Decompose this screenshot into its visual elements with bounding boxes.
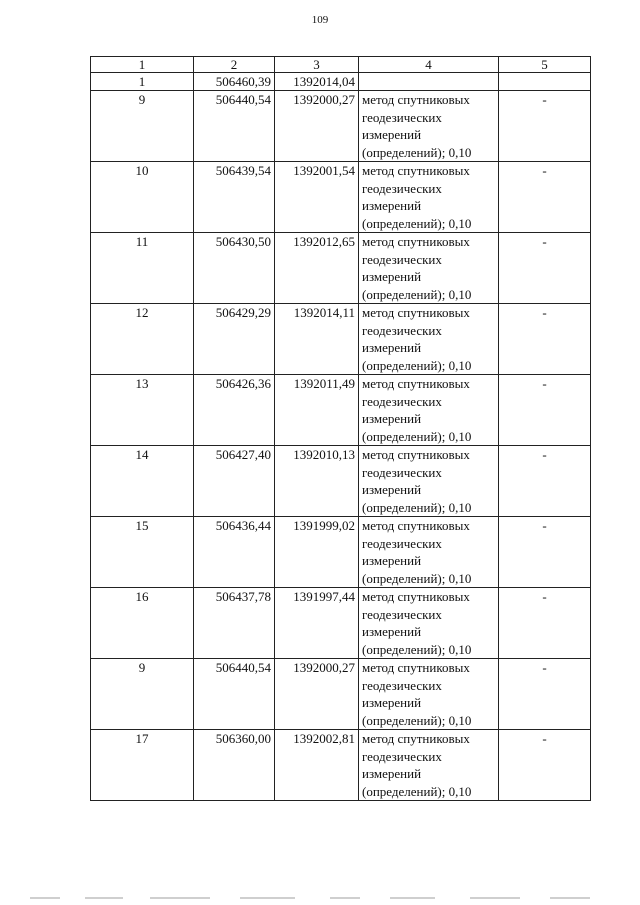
column-header: 2 [194, 57, 275, 73]
point-number-cell: 13 [91, 375, 194, 446]
point-number-cell: 15 [91, 517, 194, 588]
y-coordinate-cell: 1392011,49 [275, 375, 359, 446]
method-cell: метод спутниковых геодезических измерений (определений); 0,10 [359, 446, 499, 517]
point-number-cell: 14 [91, 446, 194, 517]
page-number: 109 [311, 14, 329, 26]
table-row [91, 730, 591, 801]
x-coordinate-cell: 506440,54 [194, 659, 275, 730]
table-header-row [91, 57, 591, 73]
method-cell [359, 73, 499, 91]
y-coordinate-cell: 1392000,27 [275, 659, 359, 730]
x-coordinate-cell: 506429,29 [194, 304, 275, 375]
method-cell: метод спутниковых геодезических измерений (определений); 0,10 [359, 730, 499, 801]
method-cell: метод спутниковых геодезических измерений (определений); 0,10 [359, 659, 499, 730]
y-coordinate-cell: 1391997,44 [275, 588, 359, 659]
column-header: 5 [499, 57, 591, 73]
x-coordinate-cell: 506440,54 [194, 91, 275, 162]
x-coordinate-cell: 506426,36 [194, 375, 275, 446]
method-cell: метод спутниковых геодезических измерений (определений); 0,10 [359, 375, 499, 446]
y-coordinate-cell: 1392014,04 [275, 73, 359, 91]
x-coordinate-cell: 506439,54 [194, 162, 275, 233]
scan-artifact-marks [30, 897, 610, 900]
table-row [91, 588, 591, 659]
x-coordinate-cell: 506460,39 [194, 73, 275, 91]
table-row [91, 304, 591, 375]
table-row [91, 517, 591, 588]
point-number-cell: 11 [91, 233, 194, 304]
column-header: 3 [275, 57, 359, 73]
table-row [91, 162, 591, 233]
note-cell: - [499, 162, 591, 233]
note-cell: - [499, 730, 591, 801]
point-number-cell: 10 [91, 162, 194, 233]
table-row [91, 73, 591, 91]
note-cell: - [499, 304, 591, 375]
y-coordinate-cell: 1392014,11 [275, 304, 359, 375]
note-cell [499, 73, 591, 91]
column-header: 4 [359, 57, 499, 73]
column-header: 1 [91, 57, 194, 73]
method-cell: метод спутниковых геодезических измерений (определений); 0,10 [359, 588, 499, 659]
table-row [91, 659, 591, 730]
method-cell: метод спутниковых геодезических измерений (определений); 0,10 [359, 304, 499, 375]
table-row [91, 446, 591, 517]
y-coordinate-cell: 1392000,27 [275, 91, 359, 162]
note-cell: - [499, 659, 591, 730]
point-number-cell: 9 [91, 91, 194, 162]
point-number-cell: 16 [91, 588, 194, 659]
x-coordinate-cell: 506437,78 [194, 588, 275, 659]
x-coordinate-cell: 506436,44 [194, 517, 275, 588]
point-number-cell: 17 [91, 730, 194, 801]
table-row [91, 91, 591, 162]
x-coordinate-cell: 506427,40 [194, 446, 275, 517]
method-cell: метод спутниковых геодезических измерений (определений); 0,10 [359, 91, 499, 162]
note-cell: - [499, 446, 591, 517]
method-cell: метод спутниковых геодезических измерений (определений); 0,10 [359, 162, 499, 233]
y-coordinate-cell: 1392002,81 [275, 730, 359, 801]
y-coordinate-cell: 1392010,13 [275, 446, 359, 517]
table-row [91, 375, 591, 446]
coordinates-table [90, 56, 591, 801]
note-cell: - [499, 588, 591, 659]
note-cell: - [499, 517, 591, 588]
note-cell: - [499, 91, 591, 162]
point-number-cell: 9 [91, 659, 194, 730]
x-coordinate-cell: 506360,00 [194, 730, 275, 801]
y-coordinate-cell: 1391999,02 [275, 517, 359, 588]
note-cell: - [499, 375, 591, 446]
y-coordinate-cell: 1392012,65 [275, 233, 359, 304]
method-cell: метод спутниковых геодезических измерений (определений); 0,10 [359, 233, 499, 304]
x-coordinate-cell: 506430,50 [194, 233, 275, 304]
method-cell: метод спутниковых геодезических измерений (определений); 0,10 [359, 517, 499, 588]
note-cell: - [499, 233, 591, 304]
y-coordinate-cell: 1392001,54 [275, 162, 359, 233]
point-number-cell: 12 [91, 304, 194, 375]
point-number-cell: 1 [91, 73, 194, 91]
table-row [91, 233, 591, 304]
